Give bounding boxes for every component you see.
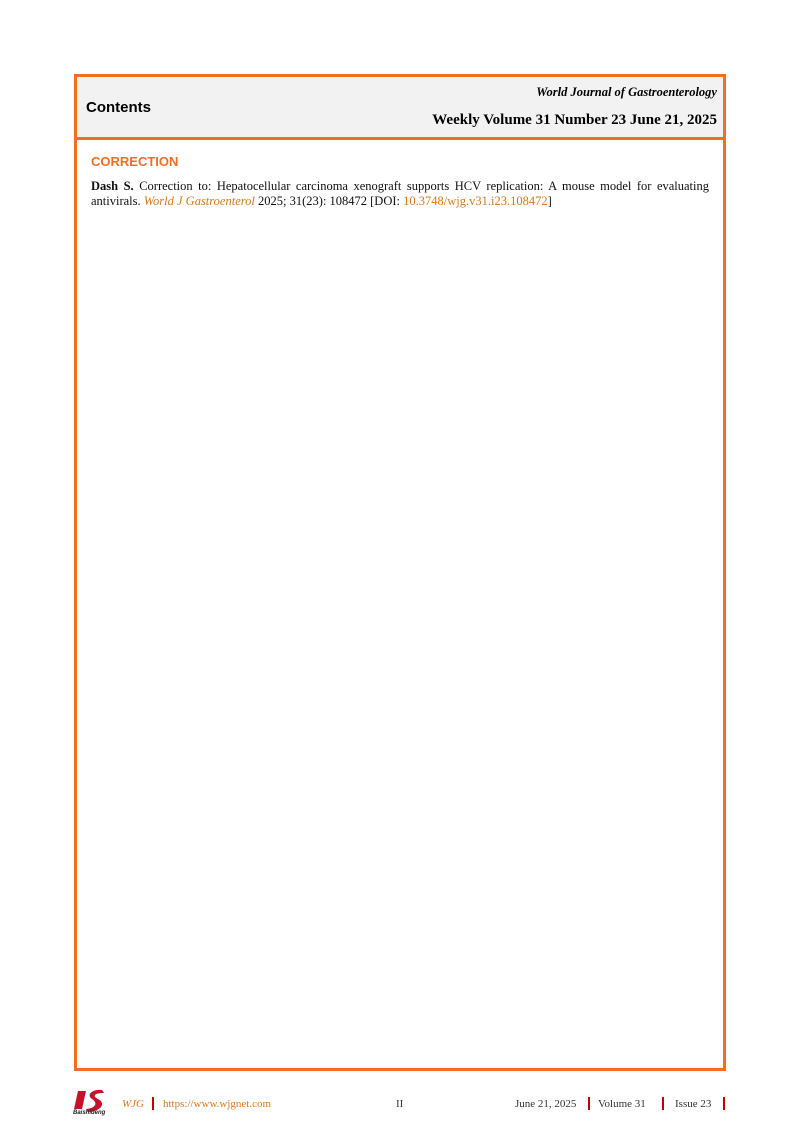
- entry-doi-link[interactable]: 10.3748/wjg.v31.i23.108472: [403, 194, 548, 208]
- journal-name: World Journal of Gastroenterology: [536, 85, 717, 99]
- issue-line: Weekly Volume 31 Number 23 June 21, 2025: [432, 112, 717, 128]
- entry-close: ]: [547, 194, 552, 208]
- footer-separator: [662, 1097, 664, 1110]
- footer-separator: [588, 1097, 590, 1110]
- entry-title: Correction to: Hepatocellular carcinoma xenograft supports HCV replication: A mouse model for evaluating antivirals.: [91, 179, 710, 208]
- section-title: CORRECTION: [91, 154, 179, 169]
- footer-separator: [723, 1097, 725, 1110]
- entry-journal-link[interactable]: World J Gastroenterol: [143, 194, 255, 208]
- footer-date: June 21, 2025: [515, 1098, 577, 1110]
- contents-label: Contents: [86, 99, 151, 116]
- logo-text: Baishideng: [73, 1110, 106, 1116]
- footer-journal: WJG: [122, 1098, 144, 1110]
- footer-issue: Issue 23: [675, 1098, 712, 1110]
- footer-page-number: II: [396, 1098, 404, 1110]
- page-footer: [0, 1085, 800, 1125]
- footer-separator: [152, 1097, 154, 1110]
- entry-citation: 2025; 31(23): 108472 [DOI:: [254, 194, 404, 208]
- contents-header: [77, 77, 723, 140]
- footer-volume: Volume 31: [598, 1098, 646, 1110]
- footer-url-link[interactable]: https://www.wjgnet.com: [163, 1098, 272, 1110]
- entry-author: Dash S.: [91, 179, 134, 193]
- article-entry: [91, 179, 709, 209]
- contents-frame: [74, 74, 726, 1071]
